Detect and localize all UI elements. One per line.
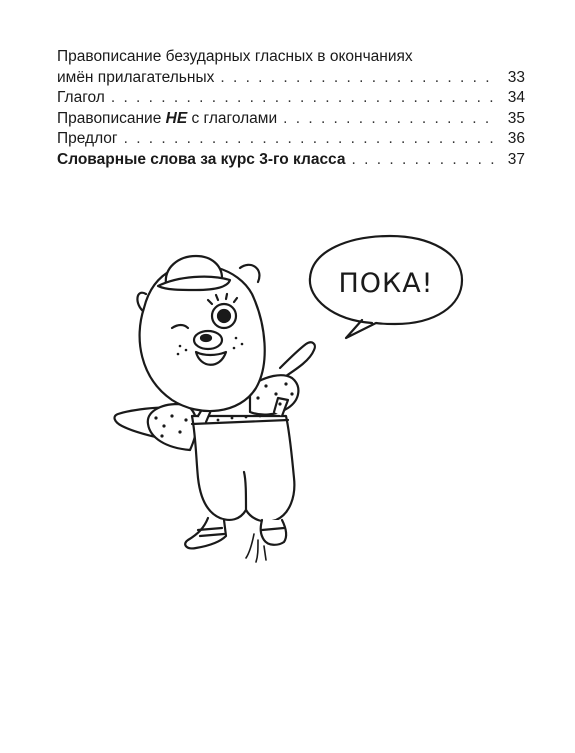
toc-entry-title: Предлог	[57, 130, 118, 147]
speech-bubble-text: ПОКА!	[338, 268, 434, 299]
toc-entry-title	[57, 109, 277, 130]
table-of-contents	[57, 47, 525, 170]
toc-page-number: 33	[507, 68, 525, 86]
toc-entry-line	[57, 150, 525, 171]
toc-entry-adjective-endings[interactable]	[57, 47, 525, 88]
toc-title-prefix: Правописание	[57, 109, 166, 127]
toc-entry-verb[interactable]	[57, 88, 525, 109]
dot-leader	[124, 129, 497, 150]
toc-entry-preposition[interactable]	[57, 129, 525, 150]
toc-entry-ne-with-verbs[interactable]	[57, 109, 525, 130]
toc-entry-vocabulary-words[interactable]	[57, 150, 525, 171]
bear-drawing	[100, 228, 480, 568]
dot-leader	[352, 150, 498, 171]
toc-entry-title-continued: имён прилагательных	[57, 68, 215, 86]
overalls	[192, 398, 294, 522]
toc-page-number: 37	[507, 150, 525, 168]
dot-leader	[220, 68, 497, 89]
toc-entry-title: Глагол	[57, 89, 105, 106]
toc-page-number: 34	[507, 89, 525, 106]
toc-page-number: 35	[507, 109, 525, 127]
left-arm	[115, 404, 197, 450]
toc-page-number: 36	[507, 130, 525, 147]
bear-illustration	[100, 228, 480, 568]
toc-entry-line	[57, 88, 525, 109]
dot-leader	[283, 109, 497, 130]
speech-bubble	[310, 236, 462, 338]
bear-head	[137, 256, 264, 411]
toc-title-emphasis: НЕ	[165, 109, 188, 127]
toc-entry-title: Правописание безударных гласных в окончаниях	[57, 48, 413, 65]
feet	[185, 518, 286, 562]
toc-entry-line	[57, 129, 525, 150]
dot-leader	[111, 88, 497, 109]
toc-entry-line-2	[57, 68, 525, 89]
toc-entry-title: Словарные слова за курс 3-го класса	[57, 150, 346, 168]
toc-entry-line-1	[57, 47, 525, 68]
toc-entry-line	[57, 109, 525, 130]
toc-title-suffix: с глаголами	[187, 109, 278, 127]
